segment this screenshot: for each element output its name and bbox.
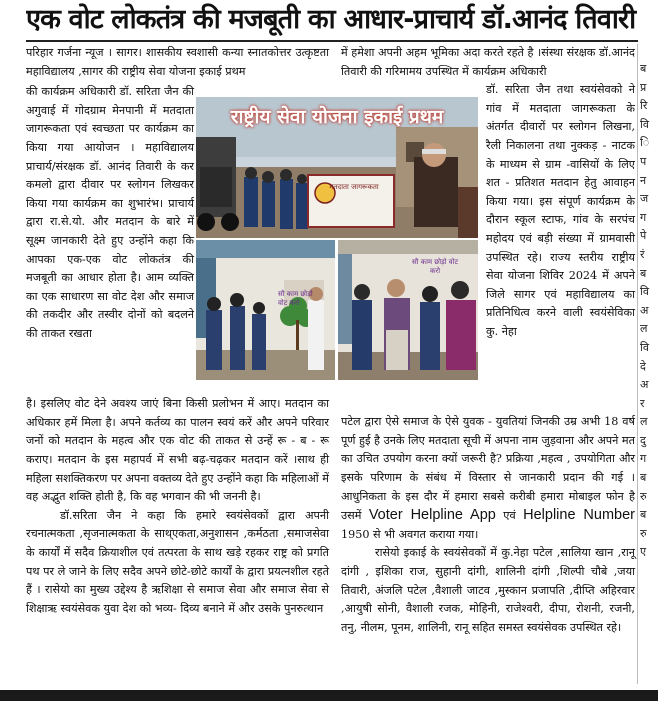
clipped-line: ब xyxy=(640,508,647,522)
photo-rally xyxy=(196,97,478,238)
clipped-line: पे xyxy=(640,229,647,243)
clipped-line: रु xyxy=(640,526,647,540)
mid-para-2: रासेयो इकाई के स्वयंसेवकों में कु.नेहा पटेल ,सालिया खान ,रानू दांगी , इशिका राज, सुहानी दांगी, शालिनी दांगी ,शिल्पी चौबे ,जया तिवारी, अंजलि पटेल ,वैशाली जाटव ,मुस्कान प्रजापति ,दीप्ति अहिरवार ,आयुषी सोनी, वैशाली रजक, मोहिनी, राजेश्वरी, दीपा, रोशनी, रजनी, तनु, नीलम, पूनम, शालिनी, रानू सहित समस्त स्वयंसेवक उपस्थित रहे। xyxy=(341,546,635,634)
left-para-intro: परिहार गर्जना न्यूज । सागर। शासकीय स्वशासी कन्या स्नातकोत्तर उत्कृष्टता महाविद्यालय ,सागर की राष्ट्रीय सेवा योजना इकाई प्रथम xyxy=(26,46,329,78)
clipped-line: अ xyxy=(640,303,649,317)
page-bottom-bar xyxy=(0,690,658,701)
next-article-clipped xyxy=(640,60,658,562)
headline: एक वोट लोकतंत्र की मजबूती का आधार-प्राचार्य डॉ.आनंद तिवारी xyxy=(26,4,636,35)
mid-para-wrap: डॉ. सरिता जैन तथा स्वयंसेवको ने गांव में मतदाता जागरूकता के अंतर्गत दीवारों पर स्लोगन लिखना, रैली निकालना तथा नुक्कड़ - नाटक के माध्यम से ग्राम -वासियों के लिए शत - प्रतिशत मतदान हेतु आवाहन किया गया। इस संपूर्ण कार्यक्रम के दौरान स्कूल स्टाफ, गांव के सरपंच महोदय एवं बड़ी संख्या में ग्रामवासी उपस्थित रहे। राज्य स्तरीय राष्ट्रीय सेवा योजना शिविर 2024 में अपने जिले सागर एवं महाविद्यालय का प्रतिनिधित्व करने वाली स्वयंसेविका कु. नेहा xyxy=(486,83,635,338)
mid-para-end: 1950 से भी अवगत कराया गया। xyxy=(341,527,479,541)
clipped-line: दु xyxy=(640,433,646,447)
photo-planting xyxy=(196,240,335,380)
clipped-line: वि xyxy=(640,285,649,299)
clipped-line: ब xyxy=(640,266,647,280)
photo-wall-text-1: सौ काम छोड़ो वोट करो xyxy=(278,290,313,307)
clipped-line: ल xyxy=(640,415,648,429)
headline-rule xyxy=(26,40,638,42)
clipped-line: ब xyxy=(640,471,647,485)
clipped-line: रु xyxy=(640,489,647,503)
clipped-line: र xyxy=(640,396,645,410)
voter-helpline-app: Voter Helpline App xyxy=(368,507,496,524)
photo-principal xyxy=(338,240,478,380)
clipped-line: प्र xyxy=(640,80,647,94)
clipped-line: ब xyxy=(640,62,647,75)
photo-wall-text-2: सौ काम छोड़ो वोट करो xyxy=(411,258,459,275)
photo-banner-text: राष्ट्रीय सेवा योजना इकाई प्रथम xyxy=(230,106,444,128)
left-para-wrap: की कार्यक्रम अधिकारी डॉ. सरिता जैन की अगुवाई में गोदग्राम मेनपानी में मतदाता जागरूकता एवं स्वच्छता पर कार्यक्रम का किया गया आयोजन । महाविद्यालय प्राचार्य/संरक्षक डॉ. आनंद तिवारी के कर कमलो द्वारा दीवार पर स्लोगन लिखकर किया गया कार्यक्रम का शुभारंभ। प्राचार्य द्वारा रा.से.यो. और मतदान के बारे में सूक्ष्म जानकारी देते हुए उन्होंने कहा कि आपका एक-एक वोट लोकतंत्र की मजबूती का आधार होता है। आम व्यक्ति का एक साधारण सा वोट देश और समाज की तकदीर और तस्वीर दोनों को बदलने की ताकत रखता xyxy=(26,85,194,340)
clipped-line: न xyxy=(640,173,647,187)
column-divider xyxy=(637,44,638,684)
left-para-continued: है। इसलिए वोट देने अवश्य जाएं बिना किसी प्रलोभन में आए। मतदान का अधिकार हमें मिला है। अपने कर्तव्य का पालन स्वयं करें और अपने परिवार जनों को मतदान के महत्व और एक वोट की ताकत से उन्हें रू - ब - रू कराए। मतदान के इस महापर्व में सभी बढ़-चढ़कर मतदान करें ।साथ ही महिला सशक्तिकरण पर अपना वक्तव्य देते हुए उन्होंने कहा कि महिलाओं में वह अद्भुत शक्ति होती है, कि वह भगवान की भी जननी है। xyxy=(26,397,329,504)
helpline-number: Helpline Number xyxy=(523,507,635,524)
clipped-line: प xyxy=(640,154,647,168)
photo-sign-text: मतदाता जागरूकता xyxy=(329,183,379,191)
clipped-line: दे xyxy=(640,359,646,373)
mid-para-intro: में हमेशा अपनी अहम भूमिका अदा करते रहते है ।संस्था संरक्षक डॉ.आनंद तिवारी की गरिमामय उपस्थित में कार्यक्रम अधिकारी xyxy=(341,46,635,78)
left-wrap-text xyxy=(26,81,194,395)
clipped-line: ल xyxy=(640,322,648,336)
clipped-line: रि xyxy=(640,99,648,113)
mid-para-continued xyxy=(341,413,635,544)
mid-para-text: पटेल द्वारा ऐसे समाज के ऐसे युवक - युवतियां जिनकी उम्र अभी 18 वर्ष पूर्ण हुई है उनके लिए मतदाता सूची में अपना नाम जुड़वाना और अपने मत का उचित उपयोग करना क्यों जरूरी है? प्रक्रिया ,महत्व , उपयोगिता और इसके परिणाम के संबंध में विस्तार से जानकारी प्रदान की गई । आधुनिकता के इस दौर में हमारा सबसे करीबी हमारा मोबाइल फोन है उसमें xyxy=(341,415,635,523)
clipped-line: अ xyxy=(640,378,649,392)
clipped-line: ए xyxy=(640,545,647,559)
clipped-line: ग xyxy=(640,210,647,224)
clipped-line: ज xyxy=(640,192,649,206)
clipped-line: वि xyxy=(640,117,649,131)
clipped-line: ि xyxy=(640,136,650,150)
clipped-line: ग xyxy=(640,452,647,466)
clipped-line: वि xyxy=(640,340,649,354)
clipped-line: रं xyxy=(640,247,645,261)
photo-planting-image xyxy=(196,240,335,380)
app-join: एवं xyxy=(503,509,516,523)
left-para-2: डॉ.सरिता जैन ने कहा कि हमारे स्वयंसेवकों द्वारा अपनी रचनात्मकता ,सृजनात्मकता के साथ्एकता,अनुशासन ,कर्मठता ,समाजसेवा के कार्यों में सदैव क्रियाशील एवं तत्परता के साथ खड़े रहकर राष्ट्र को प्रगति पथ पर ले जाने के लिए सदैव अपने छोटे-छोटे कार्यों के द्वारा प्रयत्नशील रहते हैं । रासेयो का मुख्य उद्देश्य है ऋशिक्षा से समाज सेवा और समाज सेवा से शिक्षाऋ स्वयंसेवक युवा देश को भव्य- दिव्य बनाने में और उसके पुनरुत्थान xyxy=(26,508,329,615)
